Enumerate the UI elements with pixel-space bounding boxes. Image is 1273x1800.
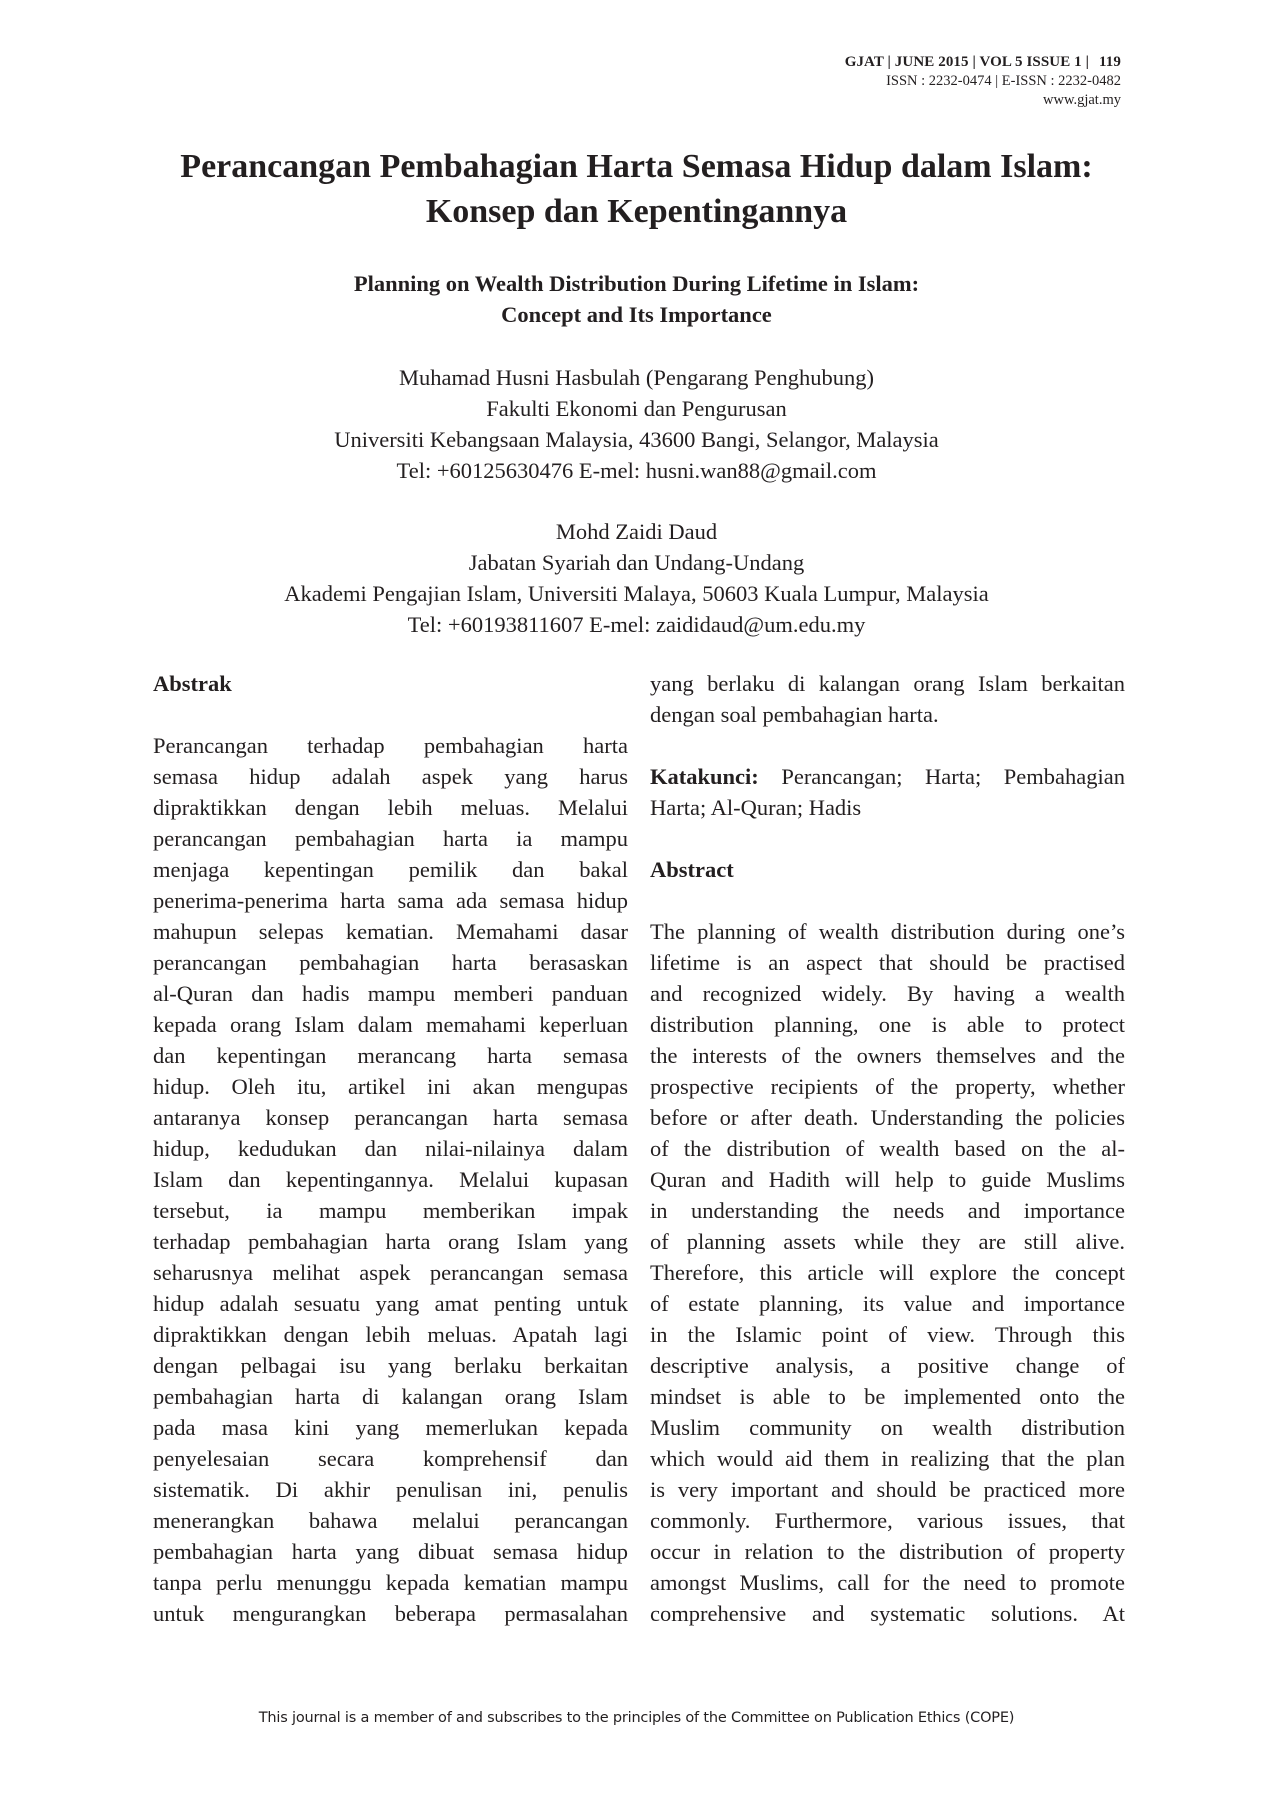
author-contact: Tel: +60193811607 E-mel: zaididaud@um.edu.my	[407, 612, 866, 637]
abstract-line: of the distribution of wealth based on the al-	[650, 1136, 1125, 1161]
author-institution: Akademi Pengajian Islam, Universiti Malaya, 50603 Kuala Lumpur, Malaysia	[284, 581, 989, 606]
abstrak-line: untuk mengurangkan beberapa permasalahan	[153, 1601, 628, 1626]
abstrak-continuation-line: dengan soal pembahagian harta.	[650, 702, 939, 727]
spacer	[153, 699, 628, 730]
abstract-line: distribution planning, one is able to protect	[650, 1012, 1125, 1037]
abstrak-line: dipraktikkan dengan lebih meluas. Melalui	[153, 795, 628, 820]
abstrak-line: pembahagian harta di kalangan orang Islam	[153, 1384, 628, 1409]
issn-line: ISSN : 2232-0474 | E-ISSN : 2232-0482	[886, 73, 1121, 89]
page-number: 119	[1099, 54, 1121, 70]
abstract-line: comprehensive and systematic solutions. At	[650, 1601, 1125, 1626]
author-institution: Universiti Kebangsaan Malaysia, 43600 Bangi, Selangor, Malaysia	[334, 427, 939, 452]
abstract-line: Muslim community on wealth distribution	[650, 1415, 1125, 1440]
abstract-line: Therefore, this article will explore the concept	[650, 1260, 1125, 1285]
abstrak-line: tersebut, ia mampu memberikan impak	[153, 1198, 628, 1223]
journal-info	[845, 52, 1121, 72]
abstract-line: amongst Muslims, call for the need to promote	[650, 1570, 1125, 1595]
spacer	[650, 823, 1125, 854]
abstract-line: prospective recipients of the property, whether	[650, 1074, 1125, 1099]
abstract-line: of planning assets while they are still alive.	[650, 1229, 1125, 1254]
abstrak-line: perancangan pembahagian harta ia mampu	[153, 826, 628, 851]
author-block-1	[0, 362, 1273, 486]
journal-website: www.gjat.my	[1043, 92, 1121, 108]
keywords-label: Katakunci:	[650, 764, 759, 789]
abstract-line: is very important and should be practiced more	[650, 1477, 1125, 1502]
abstrak-line: hidup. Oleh itu, artikel ini akan mengupas	[153, 1074, 628, 1099]
keywords-values: Perancangan; Harta; Pembahagian	[781, 764, 1126, 789]
abstrak-line: hidup adalah sesuatu yang amat penting untuk	[153, 1291, 628, 1316]
abstract-line: lifetime is an aspect that should be practised	[650, 950, 1125, 975]
abstrak-line: antaranya konsep perancangan harta semasa	[153, 1105, 628, 1130]
author-block-2	[0, 516, 1273, 640]
abstract-line: Quran and Hadith will help to guide Muslims	[650, 1167, 1125, 1192]
spacer	[650, 885, 1125, 916]
abstract-line: in the Islamic point of view. Through this	[650, 1322, 1125, 1347]
paper-subtitle-line-1: Planning on Wealth Distribution During Lifetime in Islam:	[353, 271, 920, 296]
paper-subtitle-line-2: Concept and Its Importance	[501, 302, 772, 327]
abstrak-heading: Abstrak	[153, 671, 232, 696]
abstrak-line: penyelesaian secara komprehensif dan	[153, 1446, 628, 1471]
keywords-line-1	[650, 761, 1125, 792]
abstrak-line: pembahagian harta yang dibuat semasa hidup	[153, 1539, 628, 1564]
abstrak-line: seharusnya melihat aspek perancangan semasa	[153, 1260, 628, 1285]
right-column	[650, 668, 1125, 1629]
abstrak-line: perancangan pembahagian harta berasaskan	[153, 950, 628, 975]
abstract-line: occur in relation to the distribution of property	[650, 1539, 1125, 1564]
abstract-line: descriptive analysis, a positive change of	[650, 1353, 1125, 1378]
paper-title-line-1: Perancangan Pembahagian Harta Semasa Hidup dalam Islam:	[180, 148, 1093, 185]
abstract-line: and recognized widely. By having a wealth	[650, 981, 1125, 1006]
paper-subtitle	[0, 268, 1273, 330]
abstrak-line: menerangkan bahawa melalui perancangan	[153, 1508, 628, 1533]
cope-footer-note: This journal is a member of and subscribes to the principles of the Committee on Publication Ethics (COPE)	[258, 1710, 1015, 1726]
abstrak-line: penerima-penerima harta sama ada semasa hidup	[153, 888, 628, 913]
abstrak-line: menjaga kepentingan pemilik dan bakal	[153, 857, 628, 882]
abstrak-line: Perancangan terhadap pembahagian harta	[153, 733, 628, 758]
abstrak-line: mahupun selepas kematian. Memahami dasar	[153, 919, 628, 944]
paper-title	[0, 144, 1273, 234]
abstract-line: commonly. Furthermore, various issues, that	[650, 1508, 1125, 1533]
abstract-line: the interests of the owners themselves and the	[650, 1043, 1125, 1068]
abstrak-line: tanpa perlu menunggu kepada kematian mampu	[153, 1570, 628, 1595]
spacer	[650, 730, 1125, 761]
abstract-heading: Abstract	[650, 857, 734, 882]
paper-title-line-2: Konsep dan Kepentingannya	[425, 193, 848, 230]
journal-line: GJAT | JUNE 2015 | VOL 5 ISSUE 1 |	[844, 54, 1090, 70]
abstrak-line: dan kepentingan merancang harta semasa	[153, 1043, 628, 1068]
abstrak-line: sistematik. Di akhir penulisan ini, penulis	[153, 1477, 628, 1502]
running-header	[845, 52, 1121, 110]
abstrak-line: terhadap pembahagian harta orang Islam yang	[153, 1229, 628, 1254]
abstrak-line: pada masa kini yang memerlukan kepada	[153, 1415, 628, 1440]
abstrak-line: Islam dan kepentingannya. Melalui kupasan	[153, 1167, 628, 1192]
abstract-line: The planning of wealth distribution during one’s	[650, 919, 1125, 944]
abstrak-line: hidup, kedudukan dan nilai-nilainya dalam	[153, 1136, 628, 1161]
author-contact: Tel: +60125630476 E-mel: husni.wan88@gmail.com	[396, 458, 877, 483]
abstrak-line: dipraktikkan dengan lebih meluas. Apatah lagi	[153, 1322, 628, 1347]
abstrak-line: kepada orang Islam dalam memahami keperluan	[153, 1012, 628, 1037]
author-department: Jabatan Syariah dan Undang-Undang	[468, 550, 805, 575]
abstract-line: before or after death. Understanding the policies	[650, 1105, 1125, 1130]
abstrak-line: dengan pelbagai isu yang berlaku berkaitan	[153, 1353, 628, 1378]
author-name: Mohd Zaidi Daud	[555, 519, 718, 544]
keywords-line-2: Harta; Al-Quran; Hadis	[650, 795, 862, 820]
abstract-line: in understanding the needs and importance	[650, 1198, 1125, 1223]
abstract-line: which would aid them in realizing that the plan	[650, 1446, 1125, 1471]
abstract-line: of estate planning, its value and importance	[650, 1291, 1125, 1316]
abstrak-continuation-line: yang berlaku di kalangan orang Islam berkaitan	[650, 671, 1125, 696]
author-department: Fakulti Ekonomi dan Pengurusan	[486, 396, 787, 421]
left-column	[153, 668, 628, 1629]
author-name: Muhamad Husni Hasbulah (Pengarang Penghubung)	[399, 365, 874, 390]
abstract-line: mindset is able to be implemented onto the	[650, 1384, 1125, 1409]
abstrak-line: al-Quran dan hadis mampu memberi panduan	[153, 981, 628, 1006]
abstrak-line: semasa hidup adalah aspek yang harus	[153, 764, 628, 789]
